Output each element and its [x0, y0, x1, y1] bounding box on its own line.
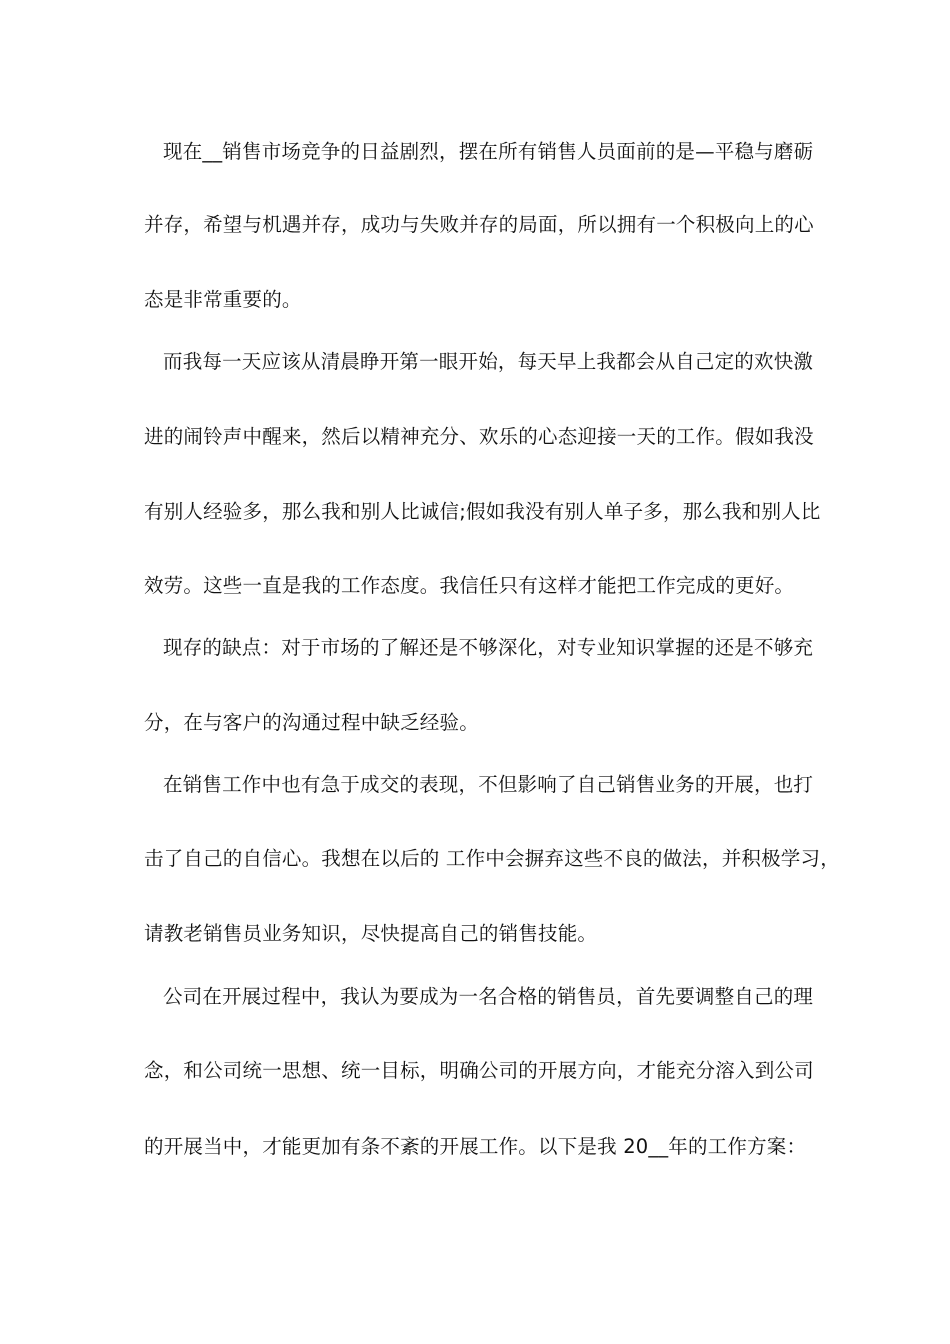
paragraph-2-line-2: 进的闹铃声中醒来，然后以精神充分、欢乐的心态迎接一天的工作。假如我没 [144, 425, 814, 448]
paragraph-5-line-1: 公司在开展过程中，我认为要成为一名合格的销售员，首先要调整自己的理 [163, 985, 814, 1008]
paragraph-5-line-3: 的开展当中，才能更加有条不紊的开展工作。以下是我 20__年的工作方案： [144, 1135, 807, 1158]
paragraph-2-line-1: 而我每一天应该从清晨睁开第一眼开始，每天早上我都会从自己定的欢快激 [163, 350, 814, 373]
paragraph-2-line-4: 效劳。这些一直是我的工作态度。我信任只有这样才能把工作完成的更好。 [144, 574, 795, 597]
paragraph-3-line-2: 分，在与客户的沟通过程中缺乏经验。 [144, 711, 479, 734]
paragraph-3-line-1: 现存的缺点：对于市场的了解还是不够深化，对专业知识掌握的还是不够充 [163, 636, 814, 659]
paragraph-4-line-2: 击了自己的自信心。我想在以后的 工作中会摒弃这些不良的做法，并积极学习， [144, 847, 840, 870]
paragraph-5-line-2: 念，和公司统一思想、统一目标，明确公司的开展方向，才能充分溶入到公司 [144, 1059, 814, 1082]
paragraph-1-line-3: 态是非常重要的。 [144, 288, 302, 311]
paragraph-4-line-3: 请教老销售员业务知识，尽快提高自己的销售技能。 [144, 922, 598, 945]
paragraph-1-line-2: 并存，希望与机遇并存，成功与失败并存的局面，所以拥有一个积极向上的心 [144, 213, 814, 236]
paragraph-1-line-1: 现在__销售市场竞争的日益剧烈，摆在所有销售人员面前的是—平稳与磨砺 [163, 140, 814, 163]
paragraph-4-line-1: 在销售工作中也有急于成交的表现，不但影响了自己销售业务的开展，也打 [163, 773, 814, 796]
paragraph-2-line-3: 有别人经验多，那么我和别人比诚信;假如我没有别人单子多，那么我和别人比 [144, 500, 821, 523]
